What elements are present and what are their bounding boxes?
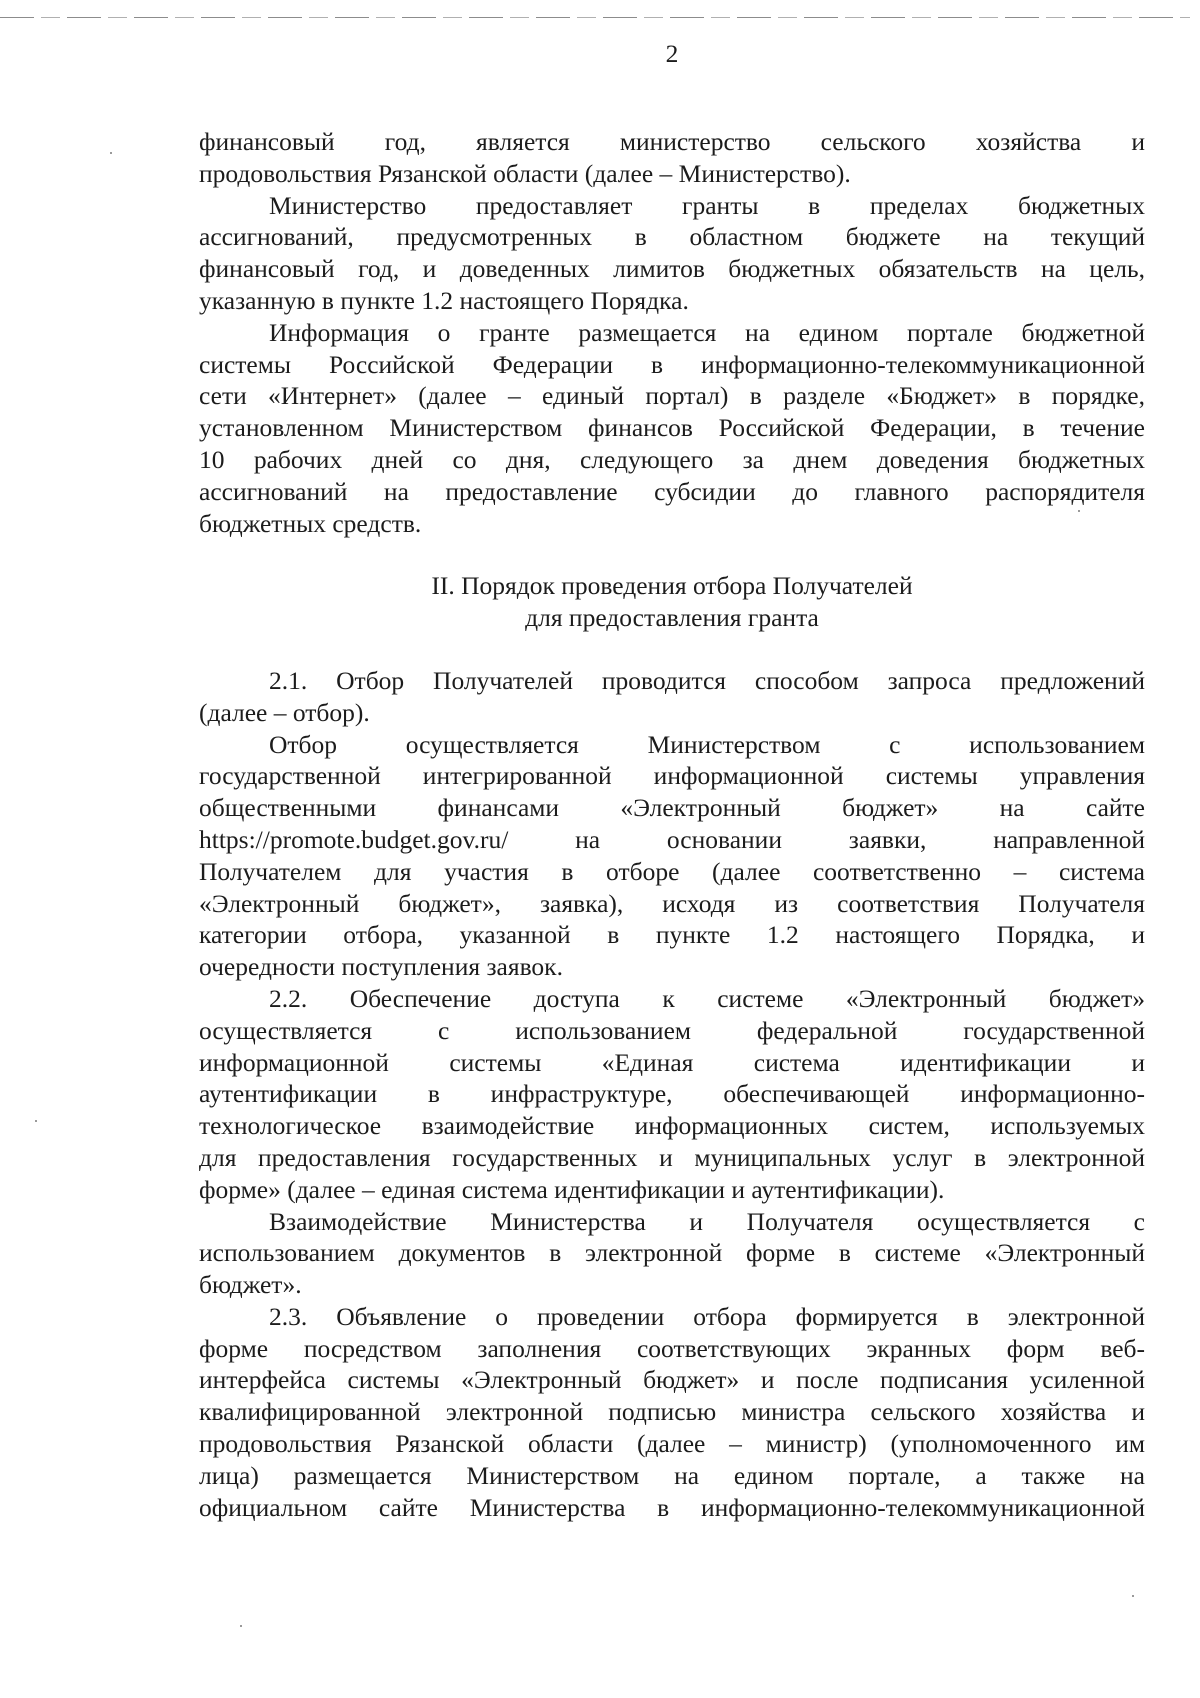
text-line: очередности поступления заявок.: [199, 952, 563, 982]
text-line: информационной системы «Единая система идентификации и: [199, 1047, 1145, 1077]
scan-speck: [35, 1120, 37, 1122]
text-line: технологическое взаимодействие информационных систем, используемых: [199, 1111, 1145, 1141]
paragraph: [199, 126, 1145, 190]
text-line: лица) размещается Министерством на едином портале, а также на: [199, 1460, 1145, 1490]
text-line: для предоставления государственных и муниципальных услуг в электронной: [199, 1142, 1145, 1172]
text-line: Информация о гранте размещается на едином портале бюджетной: [269, 317, 1145, 347]
text-line: осуществляется с использованием федеральной государственной: [199, 1015, 1145, 1045]
heading-line: для предоставления гранта: [525, 603, 819, 633]
text-line: установленном Министерством финансов Российской Федерации, в течение: [199, 413, 1145, 443]
section-heading: [199, 570, 1145, 634]
text-line: общественными финансами «Электронный бюджет» на сайте: [199, 793, 1145, 823]
text-line: квалифицированной электронной подписью министра сельского хозяйства и: [199, 1397, 1145, 1427]
page-number: 2: [665, 39, 679, 68]
text-line: Министерство предоставляет гранты в пределах бюджетных: [269, 190, 1145, 220]
scan-speck: [110, 152, 112, 154]
paragraph: [199, 665, 1145, 729]
heading-line: II. Порядок проведения отбора Получателей: [431, 571, 913, 601]
text-line: (далее – отбор).: [199, 697, 370, 727]
paragraph: [199, 1301, 1145, 1524]
text-line: форме» (далее – единая система идентификации и аутентификации).: [199, 1174, 945, 1204]
text-line: 2.1. Отбор Получателей проводится способом запроса предложений: [269, 665, 1145, 695]
text-line: сети «Интернет» (далее – единый портал) в разделе «Бюджет» в порядке,: [199, 381, 1145, 411]
text-line: Взаимодействие Министерства и Получателя осуществляется с: [269, 1206, 1145, 1236]
text-line: продовольствия Рязанской области (далее – Министерство).: [199, 158, 851, 188]
scan-speck: [240, 1625, 242, 1627]
text-line: государственной интегрированной информационной системы управления: [199, 761, 1145, 791]
paragraph: [199, 190, 1145, 317]
document-page: [199, 34, 1145, 1523]
text-line: интерфейса системы «Электронный бюджет» и после подписания усиленной: [199, 1365, 1145, 1395]
text-line: аутентификации в инфраструктуре, обеспечивающей информационно-: [199, 1079, 1145, 1109]
text-line: продовольствия Рязанской области (далее – министр) (уполномоченного им: [199, 1429, 1145, 1459]
text-line: 2.3. Объявление о проведении отбора формируется в электронной: [269, 1301, 1145, 1331]
text-line: 10 рабочих дней со дня, следующего за днем доведения бюджетных: [199, 444, 1145, 474]
text-line: форме посредством заполнения соответствующих экранных форм веб-: [199, 1333, 1145, 1363]
scan-speck: [1132, 1595, 1134, 1597]
paragraph: [199, 729, 1145, 983]
text-line: ассигнований на предоставление субсидии до главного распорядителя: [199, 476, 1145, 506]
text-line: категории отбора, указанной в пункте 1.2 настоящего Порядка, и: [199, 920, 1145, 950]
text-line: https://promote.budget.gov.ru/ на основании заявки, направленной: [199, 824, 1145, 854]
text-line: системы Российской Федерации в информационно-телекоммуникационной: [199, 349, 1145, 379]
text-line: Получателем для участия в отборе (далее соответственно – система: [199, 856, 1145, 886]
text-line: бюджет».: [199, 1270, 302, 1300]
paragraph: [199, 317, 1145, 540]
text-line: 2.2. Обеспечение доступа к системе «Электронный бюджет»: [269, 983, 1145, 1013]
text-line: «Электронный бюджет», заявка), исходя из соответствия Получателя: [199, 888, 1145, 918]
text-line: ассигнований, предусмотренных в областном бюджете на текущий: [199, 222, 1145, 252]
text-line: официальном сайте Министерства в информационно-телекоммуникационной: [199, 1492, 1145, 1522]
text-line: Отбор осуществляется Министерством с использованием: [269, 729, 1145, 759]
text-line: финансовый год, является министерство сельского хозяйства и: [199, 127, 1145, 156]
text-line: финансовый год, и доведенных лимитов бюджетных обязательств на цель,: [199, 254, 1145, 284]
paragraph: [199, 1206, 1145, 1301]
scan-top-edge: [0, 17, 1190, 18]
document-body: [199, 126, 1145, 1523]
text-line: бюджетных средств.: [199, 508, 422, 538]
text-line: указанную в пункте 1.2 настоящего Порядка.: [199, 285, 689, 315]
text-line: использованием документов в электронной форме в системе «Электронный: [199, 1238, 1145, 1268]
paragraph: [199, 983, 1145, 1206]
